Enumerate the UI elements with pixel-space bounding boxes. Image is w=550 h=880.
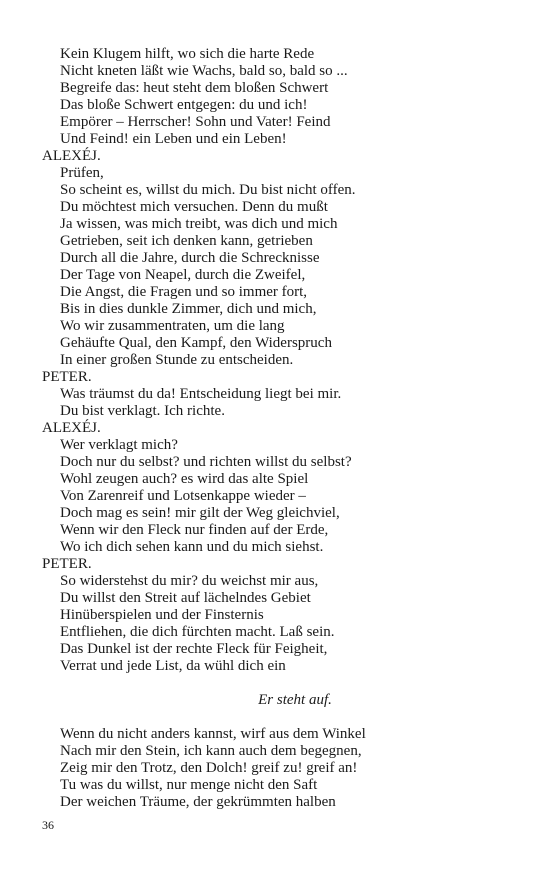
page-number: 36	[42, 818, 54, 832]
verse-line: Der weichen Träume, der gekrümmten halben	[60, 794, 336, 810]
verse-line: Doch mag es sein! mir gilt der Weg gleichviel,	[60, 505, 340, 521]
stage-direction: Er steht auf.	[258, 692, 332, 708]
verse-line: Verrat und jede List, da wühl dich ein	[60, 658, 286, 674]
verse-line: Wohl zeugen auch? es wird das alte Spiel	[60, 471, 309, 487]
verse-line: Das Dunkel ist der rechte Fleck für Feigheit,	[60, 641, 328, 657]
speaker-name: ALEXÉJ.	[42, 420, 101, 436]
verse-line: Wenn du nicht anders kannst, wirf aus dem Winkel	[60, 726, 366, 742]
verse-line: Nach mir den Stein, ich kann auch dem begegnen,	[60, 743, 362, 759]
verse-line: Du bist verklagt. Ich richte.	[60, 403, 225, 419]
verse-line: In einer großen Stunde zu entscheiden.	[60, 352, 294, 368]
verse-line: Hinüberspielen und der Finsternis	[60, 607, 264, 623]
verse-line: Wenn wir den Fleck nur finden auf der Erde,	[60, 522, 329, 538]
verse-line: Was träumst du da! Entscheidung liegt bei mir.	[60, 386, 342, 402]
verse-line: Zeig mir den Trotz, den Dolch! greif zu! greif an!	[60, 760, 358, 776]
verse-line: Bis in dies dunkle Zimmer, dich und mich,	[60, 301, 317, 317]
verse-line: Durch all die Jahre, durch die Schrecknisse	[60, 250, 320, 266]
verse-line: Begreife das: heut steht dem bloßen Schwert	[60, 80, 329, 96]
verse-line: Wer verklagt mich?	[60, 437, 178, 453]
verse-line: Doch nur du selbst? und richten willst du selbst?	[60, 454, 352, 470]
verse-line: Empörer – Herrscher! Sohn und Vater! Feind	[60, 114, 331, 130]
verse-line: Und Feind! ein Leben und ein Leben!	[60, 131, 287, 147]
verse-line: Gehäufte Qual, den Kampf, den Widerspruch	[60, 335, 332, 351]
verse-line: Das bloße Schwert entgegen: du und ich!	[60, 97, 308, 113]
verse-line: Die Angst, die Fragen und so immer fort,	[60, 284, 308, 300]
speaker-name: PETER.	[42, 369, 92, 385]
speaker-name: PETER.	[42, 556, 92, 572]
verse-line: Ja wissen, was mich treibt, was dich und mich	[60, 216, 338, 232]
verse-line: Du möchtest mich versuchen. Denn du mußt	[60, 199, 328, 215]
verse-line: Entfliehen, die dich fürchten macht. Laß sein.	[60, 624, 335, 640]
verse-line: So scheint es, willst du mich. Du bist nicht offen.	[60, 182, 356, 198]
verse-line: Du willst den Streit auf lächelndes Gebiet	[60, 590, 311, 606]
verse-line: Wo ich dich sehen kann und du mich siehst.	[60, 539, 324, 555]
verse-line: Tu was du willst, nur menge nicht den Saft	[60, 777, 318, 793]
verse-line: Der Tage von Neapel, durch die Zweifel,	[60, 267, 306, 283]
verse-line: Nicht kneten läßt wie Wachs, bald so, bald so ...	[60, 63, 348, 79]
verse-line: Getrieben, seit ich denken kann, getrieben	[60, 233, 313, 249]
speaker-name: ALEXÉJ.	[42, 148, 101, 164]
verse-line: So widerstehst du mir? du weichst mir aus,	[60, 573, 319, 589]
verse-line: Prüfen,	[60, 165, 104, 181]
verse-line: Wo wir zusammentraten, um die lang	[60, 318, 285, 334]
verse-line: Von Zarenreif und Lotsenkappe wieder –	[60, 488, 306, 504]
verse-line: Kein Klugem hilft, wo sich die harte Rede	[60, 46, 315, 62]
